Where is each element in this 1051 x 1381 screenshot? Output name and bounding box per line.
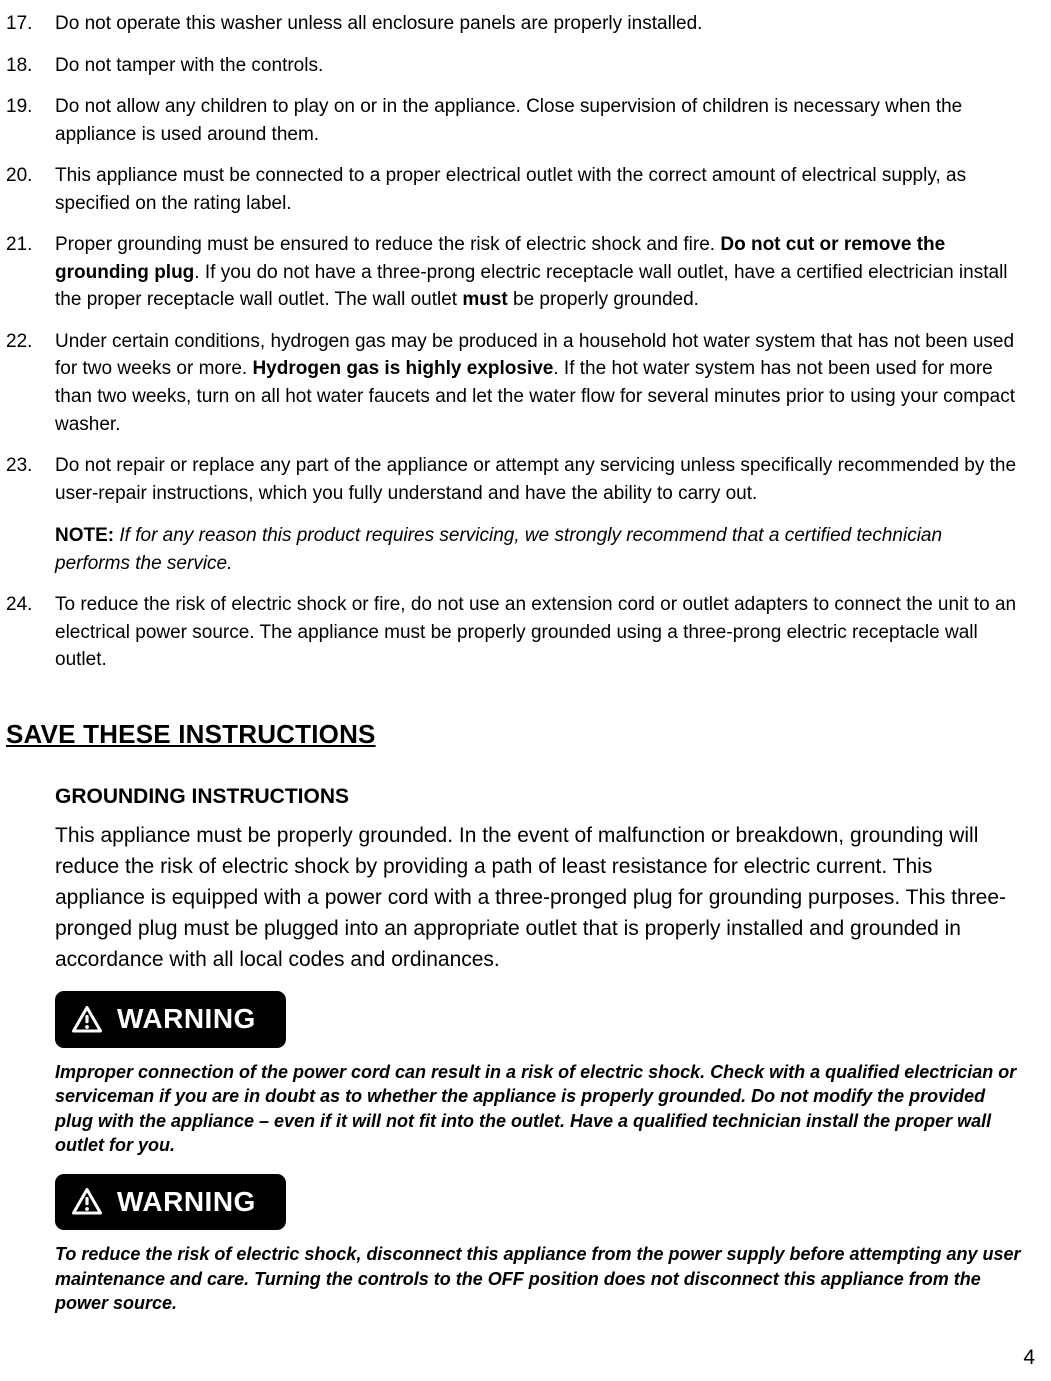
item-number: 23.	[6, 455, 33, 477]
warning-label: WARNING	[117, 1185, 256, 1217]
item-number: 21.	[6, 234, 33, 256]
item-text-segment: . If the hot water system has not been used for more than two weeks, turn on all hot water faucets and let the water flow for several minutes prior to using your compact washer.	[55, 358, 1015, 435]
warning-label: WARNING	[117, 1003, 256, 1035]
item-text-bold-segment: Hydrogen gas is highly explosive	[252, 358, 554, 380]
item-text	[55, 452, 1021, 577]
grounding-section	[55, 782, 1021, 1316]
item-text-segment: Do not repair or replace any part of the appliance or attempt any servicing unless specifically recommended by the user-repair instructions, which you fully understand and have the ability to carry out.	[55, 455, 1017, 504]
warning-triangle-icon	[71, 1187, 103, 1216]
item-text-segment: To reduce the risk of electric shock or fire, do not use an extension cord or outlet adapters to connect the unit to an electrical power source. The appliance must be properly grounded using a three-prong electric receptacle wall outlet.	[55, 594, 1017, 671]
item-number: 19.	[6, 96, 33, 118]
item-text-segment: be properly grounded.	[507, 289, 699, 311]
instruction-item-23	[6, 452, 1021, 577]
note-text: If for any reason this product requires servicing, we strongly recommend that a certified technician performs the service.	[55, 525, 943, 574]
item-number: 24.	[6, 594, 33, 616]
item-text	[55, 162, 1021, 217]
item-text	[55, 231, 1021, 314]
grounding-paragraph: This appliance must be properly grounded. In the event of malfunction or breakdown, grounding will reduce the risk of electric shock by providing a path of least resistance for electric current. This appliance is equipped with a power cord with a three-pronged plug for grounding purposes. This three-pronged plug must be plugged into an appropriate outlet that is properly installed and grounded in accordance with all local codes and ordinances.	[55, 824, 1007, 972]
item-text	[55, 93, 1021, 148]
item-text-segment: Proper grounding must be ensured to reduce the risk of electric shock and fire.	[55, 234, 721, 256]
grounding-instructions-heading: GROUNDING INSTRUCTIONS	[55, 784, 349, 808]
note-label: NOTE:	[55, 525, 115, 547]
warning-text-1: Improper connection of the power cord can result in a risk of electric shock. Check with a qualified electrician or serviceman if you are in doubt as to whether the appliance is properly grounded. Do not modify the provided plug with the appliance – even if it will not fit into the outlet. Have a qualified technician install the proper wall outlet for you.	[55, 1061, 1017, 1156]
instruction-item-19	[6, 93, 1021, 148]
item-text-segment: Do not operate this washer unless all enclosure panels are properly installed.	[55, 13, 703, 34]
warning-triangle-icon	[71, 1005, 103, 1034]
page-number: 4	[1023, 1345, 1035, 1369]
safety-instructions-list	[6, 10, 1021, 674]
item-text-bold-segment: Do not cut or remove the grounding plug	[55, 234, 946, 283]
instruction-item-24	[6, 591, 1021, 674]
item-text-bold-segment: must	[462, 289, 508, 311]
item-number: 20.	[6, 165, 33, 187]
item-text-segment: Do not allow any children to play on or in the appliance. Close supervision of children is necessary when the appliance is used around them.	[55, 96, 963, 145]
instruction-item-18	[6, 52, 1021, 80]
item-text	[55, 52, 1021, 80]
item-text-segment: Under certain conditions, hydrogen gas may be produced in a household hot water system that has not been used for two weeks or more.	[55, 330, 1015, 380]
item-number: 17.	[6, 13, 33, 34]
instruction-item-20	[6, 162, 1021, 217]
item-text-segment: . If you do not have a three-prong electric receptacle wall outlet, have a certified electrician install the proper receptacle wall outlet. The wall outlet	[55, 261, 1008, 311]
item-text	[55, 328, 1021, 438]
warning-badge-2	[55, 1174, 286, 1231]
save-instructions-heading: SAVE THESE INSTRUCTIONS	[6, 718, 376, 749]
warning-badge-1	[55, 991, 286, 1048]
instruction-item-21	[6, 231, 1021, 314]
item-text-segment: Do not tamper with the controls.	[55, 54, 324, 76]
item-text-segment: This appliance must be connected to a proper electrical outlet with the correct amount of electrical supply, as specified on the rating label.	[55, 165, 967, 214]
note-paragraph	[55, 522, 1021, 577]
item-number: 18.	[6, 54, 33, 76]
item-text	[55, 10, 1021, 38]
instruction-item-22	[6, 328, 1021, 438]
warning-text-2: To reduce the risk of electric shock, disconnect this appliance from the power supply before attempting any user maintenance and care. Turning the controls to the OFF position does not disconnect this appliance from the power source.	[55, 1244, 1021, 1314]
instruction-item-17	[6, 10, 1021, 38]
item-number: 22.	[6, 330, 33, 352]
item-text	[55, 591, 1021, 674]
